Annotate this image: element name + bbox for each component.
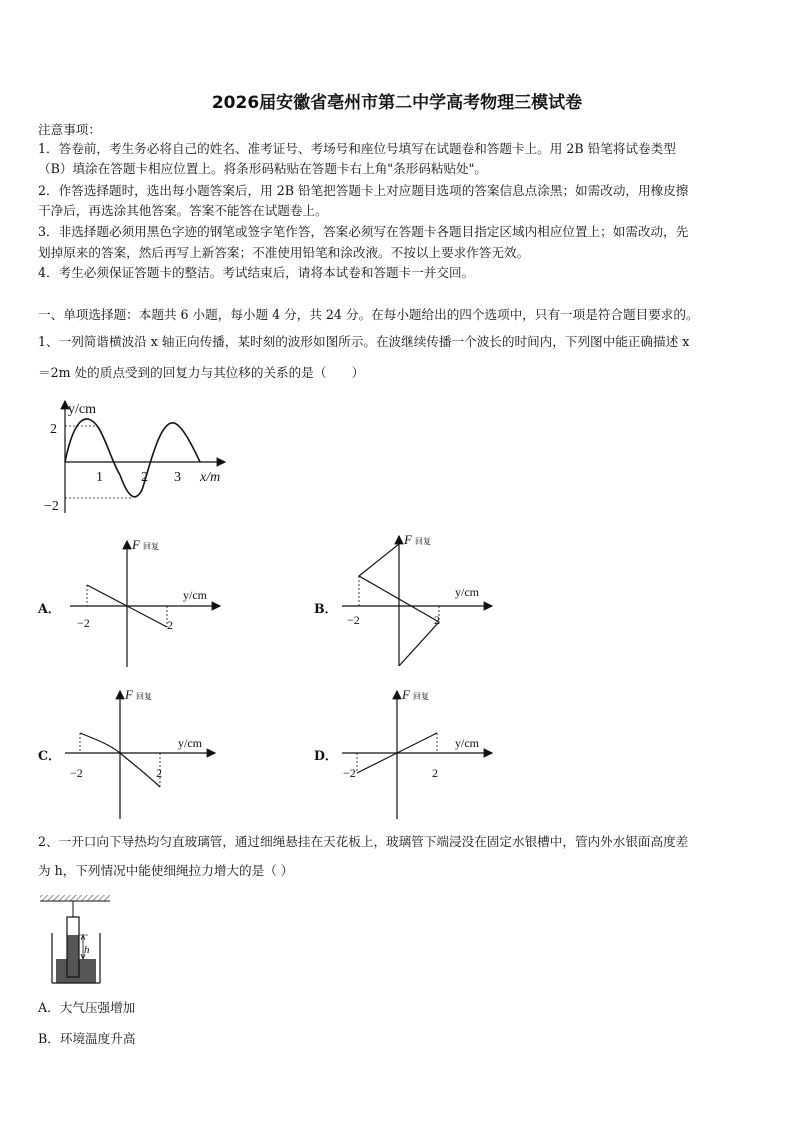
option-d-sub: 回复 bbox=[413, 692, 429, 701]
option-c-f: F bbox=[125, 687, 133, 702]
option-b-graph[interactable] bbox=[337, 530, 497, 670]
option-c-label[interactable]: C． bbox=[38, 748, 61, 763]
option-b-sub: 回复 bbox=[415, 537, 431, 546]
option-c-pos: 2 bbox=[156, 766, 162, 780]
tube-h-label: h bbox=[84, 944, 90, 956]
option-d-graph[interactable] bbox=[337, 685, 497, 825]
wave-xlabel: x/m bbox=[200, 470, 221, 485]
question-1-text: 1、一列简谐横波沿 x 轴正向传播，某时刻的波形如图所示。在波继续传播一个波长的时间内，下列图中能正确描述 x bbox=[38, 334, 690, 349]
option-b-pos: 2 bbox=[434, 613, 440, 627]
question-2-text: 为 h，下列情况中能使细绳拉力增大的是（ ） bbox=[38, 863, 294, 878]
q2-option-a[interactable]: A．大气压强增加 bbox=[38, 1000, 136, 1015]
option-a-graph[interactable] bbox=[65, 535, 225, 675]
q2-option-b[interactable]: B．环境温度升高 bbox=[38, 1031, 136, 1046]
option-c-neg: −2 bbox=[70, 766, 83, 780]
option-d-f: F bbox=[402, 687, 410, 702]
option-c-axis: y/cm bbox=[178, 736, 202, 750]
question-1-text: ＝2m 处的质点受到的回复力与其位移的关系的是（ ） bbox=[38, 365, 365, 380]
option-a-label[interactable]: A． bbox=[38, 601, 61, 616]
option-b-neg: −2 bbox=[347, 613, 360, 627]
option-c-graph[interactable] bbox=[60, 685, 220, 825]
page-title: 2026届安徽省亳州市第二中学高考物理三模试卷 bbox=[211, 93, 583, 113]
notice-line: 划掉原来的答案，然后再写上新答案；不准使用铅笔和涂改液。不按以上要求作答无效。 bbox=[38, 245, 530, 260]
section-heading: 一、单项选择题：本题共 6 小题，每小题 4 分，共 24 分。在每小题给出的四个选项中，只有一项是符合题目要求的。 bbox=[38, 307, 699, 322]
option-d-axis: y/cm bbox=[455, 736, 479, 750]
notice-line: 1．答卷前，考生务必将自己的姓名、准考证号、考场号和座位号填写在试题卷和答题卡上。用 2B 铅笔将试卷类型 bbox=[38, 141, 676, 156]
option-a-sub: 回复 bbox=[143, 542, 159, 551]
option-d-label[interactable]: D． bbox=[314, 748, 338, 763]
wave-xtick: 2 bbox=[141, 470, 148, 485]
wave-figure bbox=[40, 395, 240, 520]
option-a-f: F bbox=[132, 537, 140, 552]
option-c-sub: 回复 bbox=[136, 692, 152, 701]
wave-ytick-pos: 2 bbox=[50, 422, 57, 437]
notice-line: 4．考生必须保证答题卡的整洁。考试结束后，请将本试卷和答题卡一并交回。 bbox=[38, 265, 475, 280]
tube-figure bbox=[38, 893, 113, 988]
notice-heading: 注意事项： bbox=[38, 122, 101, 137]
wave-ylabel: y/cm bbox=[68, 402, 96, 417]
option-b-f: F bbox=[404, 532, 412, 547]
option-a-pos: 2 bbox=[167, 618, 173, 632]
question-2-text: 2、一开口向下导热均匀直玻璃管，通过细绳悬挂在天花板上，玻璃管下端浸没在固定水银槽中，管内外水银面高度差 bbox=[38, 834, 689, 849]
wave-xtick: 3 bbox=[174, 470, 181, 485]
notice-line: （B）填涂在答题卡相应位置上。将条形码粘贴在答题卡右上角"条形码粘贴处"。 bbox=[38, 161, 488, 176]
wave-ytick-neg: −2 bbox=[44, 499, 59, 514]
notice-line: 3．非选择题必须用黑色字迹的钢笔或签字笔作答，答案必须写在答题卡各题目指定区域内相应位置上；如需改动，先 bbox=[38, 224, 689, 239]
option-b-label[interactable]: B． bbox=[314, 601, 338, 616]
option-a-axis: y/cm bbox=[183, 588, 207, 602]
notice-line: 2．作答选择题时，选出每小题答案后，用 2B 铅笔把答题卡上对应题目选项的答案信息点涂黑；如需改动，用橡皮擦 bbox=[38, 183, 689, 198]
option-a-neg: −2 bbox=[77, 616, 90, 630]
option-d-pos: 2 bbox=[432, 766, 438, 780]
wave-xtick: 1 bbox=[96, 470, 103, 485]
option-d-neg: −2 bbox=[343, 766, 356, 780]
option-b-axis: y/cm bbox=[455, 585, 479, 599]
notice-line: 干净后，再选涂其他答案。答案不能答在试题卷上。 bbox=[38, 203, 328, 218]
